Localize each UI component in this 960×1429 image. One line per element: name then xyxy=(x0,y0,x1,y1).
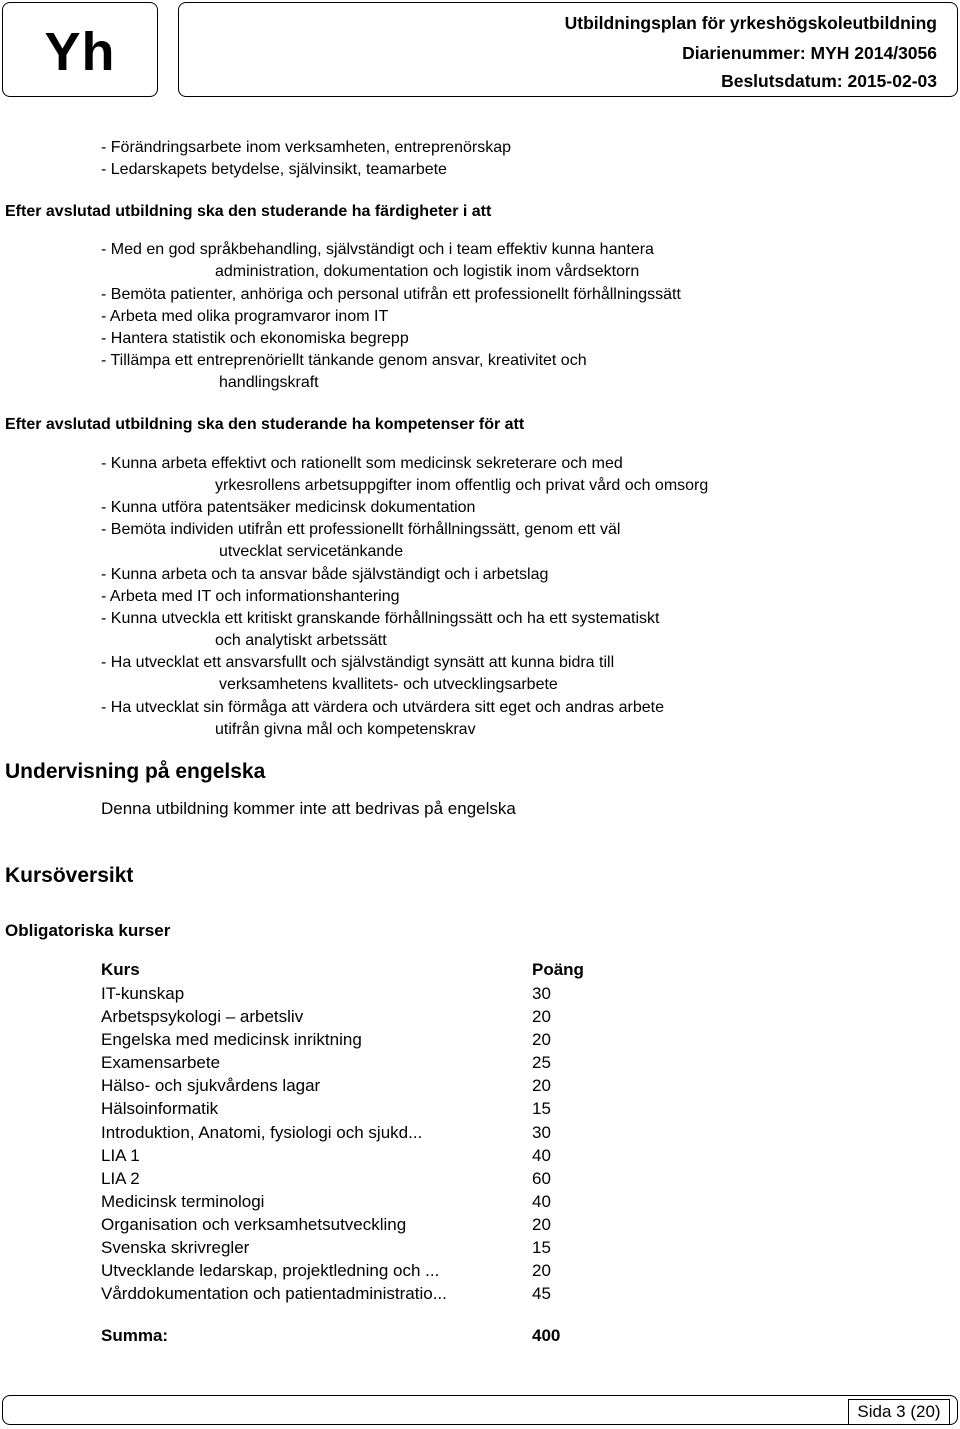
list-item: - Förändringsarbete inom verksamheten, entreprenörskap xyxy=(101,139,511,156)
column-header-course: Kurs xyxy=(101,960,140,979)
course-name: IT-kunskap xyxy=(101,984,185,1003)
diarienummer: Diarienummer: MYH 2014/3056 xyxy=(682,43,937,63)
beslutsdatum: Beslutsdatum: 2015-02-03 xyxy=(721,71,937,91)
overview-heading: Kursöversikt xyxy=(5,864,134,887)
list-item: - Arbeta med olika programvaror inom IT xyxy=(101,308,389,325)
list-item: - Kunna utföra patentsäker medicinsk dokumentation xyxy=(101,499,476,516)
sum-label: Summa: xyxy=(101,1326,169,1345)
course-name: Arbetspsykologi – arbetsliv xyxy=(101,1007,304,1026)
course-name: Hälsoinformatik xyxy=(101,1099,219,1118)
course-points: 20 xyxy=(532,1261,551,1280)
course-name: LIA 2 xyxy=(101,1169,140,1188)
course-name: Utvecklande ledarskap, projektledning och ... xyxy=(101,1261,440,1280)
list-item: - Bemöta individen utifrån ett professionellt förhållningssätt, genom ett väl xyxy=(101,521,621,538)
list-item-continuation: verksamhetens kvallitets- och utvecklingsarbete xyxy=(219,676,558,693)
course-points: 20 xyxy=(532,1030,551,1049)
course-name: Introduktion, Anatomi, fysiologi och sjukd... xyxy=(101,1123,423,1142)
course-points: 60 xyxy=(532,1169,551,1188)
english-heading: Undervisning på engelska xyxy=(5,760,266,783)
logo-box xyxy=(2,2,158,97)
course-name: Vårddokumentation och patientadministratio... xyxy=(101,1284,447,1303)
list-item: - Kunna arbeta och ta ansvar både självständigt och i arbetslag xyxy=(101,566,549,583)
list-item-continuation: utifrån givna mål och kompetenskrav xyxy=(215,721,476,738)
list-item: - Med en god språkbehandling, självständigt och i team effektiv kunna hantera xyxy=(101,241,654,258)
course-points: 30 xyxy=(532,1123,551,1142)
list-item-continuation: utvecklat servicetänkande xyxy=(219,543,404,560)
yh-logo: Yh xyxy=(44,22,116,82)
list-item-continuation: yrkesrollens arbetsuppgifter inom offentlig och privat vård och omsorg xyxy=(215,477,709,494)
page-footer xyxy=(2,1395,958,1425)
course-name: Engelska med medicinsk inriktning xyxy=(101,1030,362,1049)
sum-value: 400 xyxy=(532,1326,561,1345)
list-item: - Arbeta med IT och informationshantering xyxy=(101,588,400,605)
list-item: - Tillämpa ett entreprenöriellt tänkande genom ansvar, kreativitet och xyxy=(101,352,587,369)
english-text: Denna utbildning kommer inte att bedrivas på engelska xyxy=(101,799,516,818)
skills-heading: Efter avslutad utbildning ska den studerande ha färdigheter i att xyxy=(5,203,492,220)
competences-heading: Efter avslutad utbildning ska den studerande ha kompetenser för att xyxy=(5,416,525,433)
list-item: - Ha utvecklat ett ansvarsfullt och självständigt synsätt att kunna bidra till xyxy=(101,654,615,671)
document-header xyxy=(178,2,958,97)
list-item-continuation: administration, dokumentation och logistik inom vårdsektorn xyxy=(215,263,640,280)
list-item-continuation: och analytiskt arbetssätt xyxy=(215,632,387,649)
course-name: Organisation och verksamhetsutveckling xyxy=(101,1215,407,1234)
course-points: 20 xyxy=(532,1007,551,1026)
column-header-points: Poäng xyxy=(532,960,584,979)
mandatory-courses-heading: Obligatoriska kurser xyxy=(5,921,171,940)
course-points: 45 xyxy=(532,1284,551,1303)
course-name: LIA 1 xyxy=(101,1146,140,1165)
list-item: - Ha utvecklat sin förmåga att värdera och utvärdera sitt eget och andras arbete xyxy=(101,699,664,716)
course-points: 40 xyxy=(532,1192,551,1211)
page-number: Sida 3 (20) xyxy=(848,1399,950,1425)
course-points: 25 xyxy=(532,1053,551,1072)
course-name: Medicinsk terminologi xyxy=(101,1192,265,1211)
list-item: - Kunna arbeta effektivt och rationellt som medicinsk sekreterare och med xyxy=(101,455,623,472)
course-points: 20 xyxy=(532,1215,551,1234)
document-title: Utbildningsplan för yrkeshögskoleutbildning xyxy=(564,13,937,33)
course-points: 15 xyxy=(532,1099,551,1118)
list-item: - Kunna utveckla ett kritiskt granskande förhållningssätt och ha ett systematiskt xyxy=(101,610,660,627)
list-item: - Ledarskapets betydelse, självinsikt, teamarbete xyxy=(101,161,447,178)
course-name: Hälso- och sjukvårdens lagar xyxy=(101,1076,321,1095)
course-name: Examensarbete xyxy=(101,1053,221,1072)
list-item-continuation: handlingskraft xyxy=(219,374,319,391)
course-points: 20 xyxy=(532,1076,551,1095)
course-points: 40 xyxy=(532,1146,551,1165)
list-item: - Bemöta patienter, anhöriga och personal utifrån ett professionellt förhållningssätt xyxy=(101,286,681,303)
course-points: 15 xyxy=(532,1238,551,1257)
course-name: Svenska skrivregler xyxy=(101,1238,250,1257)
list-item: - Hantera statistik och ekonomiska begrepp xyxy=(101,330,409,347)
course-points: 30 xyxy=(532,984,551,1003)
